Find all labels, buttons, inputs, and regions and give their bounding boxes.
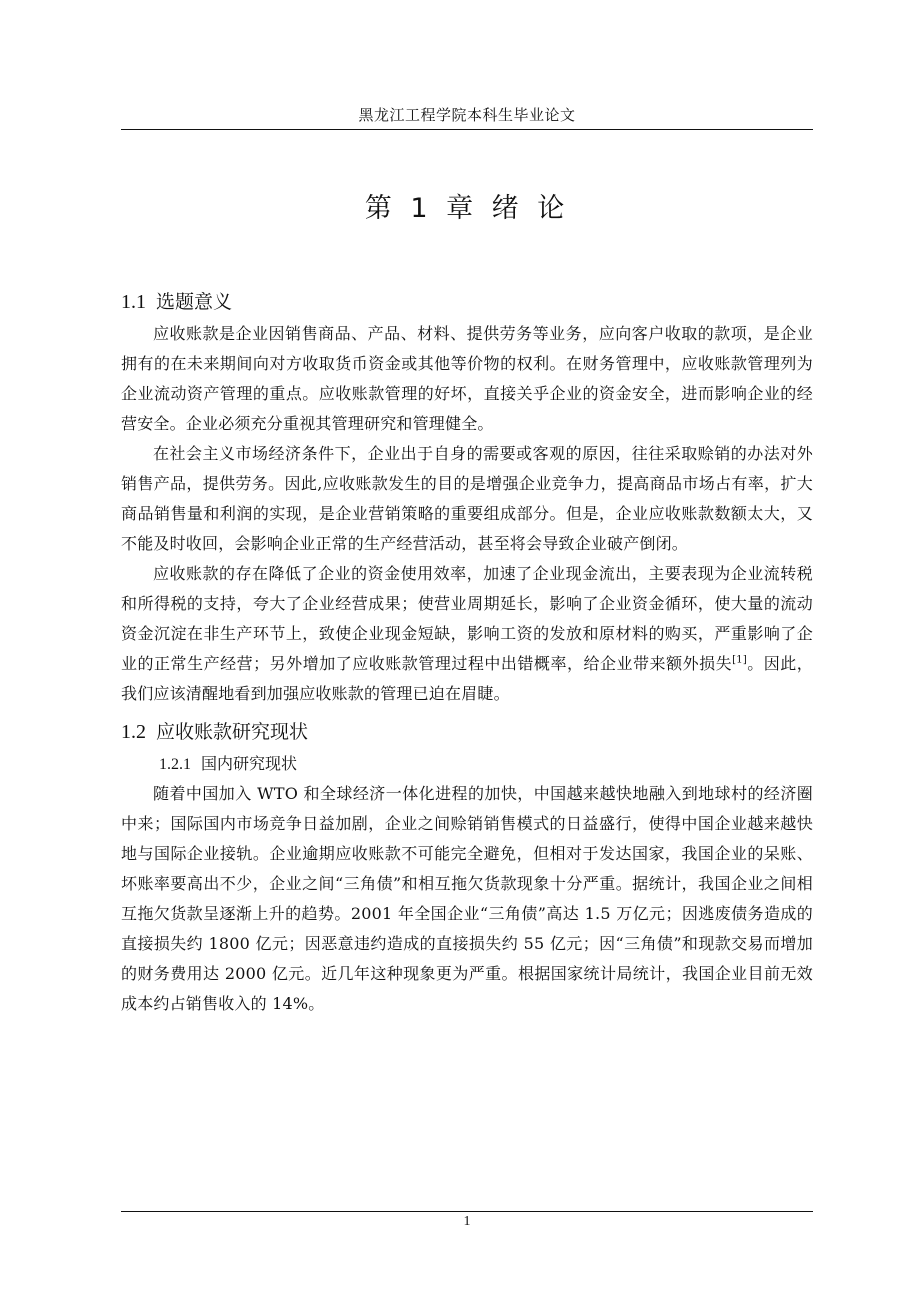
subsection-number: 1.2.1 — [159, 756, 191, 773]
chapter-title: 第 1 章 绪 论 — [364, 193, 570, 224]
footer-rule — [121, 1211, 813, 1212]
subsection-heading-1-2-1 — [121, 749, 813, 779]
paragraph-text: 应收账款的存在降低了企业的资金使用效率，加速了企业现金流出，主要表现为企业流转税和所得税的支持，夸大了企业经营成果；使营业周期延长，影响了企业资金循环，使大量的流动资金沉淀在非生产环节上，致使企业现金短缺，影响工资的发放和原材料的购买，严重影响了企业的正常生产经营；另外增加了应收账款管理过程中出错概率，给企业带来额外损失 — [121, 564, 813, 673]
paragraph: 应收账款是企业因销售商品、产品、材料、提供劳务等业务，应向客户收取的款项，是企业拥有的在未来期间向对方收取货币资金或其他等价物的权利。在财务管理中，应收账款管理列为企业流动资产管理的重点。应收账款管理的好坏，直接关乎企业的资金安全，进而影响企业的经营安全。企业必须充分重视其管理研究和管理健全。 — [121, 324, 813, 433]
subsection-title: 国内研究现状 — [201, 754, 298, 773]
paragraph — [121, 559, 813, 709]
page-content — [121, 285, 813, 1019]
section-number: 1.1 — [121, 291, 146, 313]
paragraph-text: 。因此，我们应该清醒地看到加强应收账款的管理已迫在眉睫。 — [121, 654, 813, 703]
running-header: 黑龙江工程学院本科生毕业论文 — [358, 106, 576, 124]
header-rule — [121, 129, 813, 130]
section-number: 1.2 — [121, 721, 146, 743]
citation-marker: [1] — [732, 654, 747, 666]
section-title: 选题意义 — [156, 291, 233, 313]
section-heading-1-2 — [121, 715, 813, 749]
paragraph: 在社会主义市场经济条件下，企业出于自身的需要或客观的原因，往往采取赊销的办法对外销售产品，提供劳务。因此,应收账款发生的目的是增强企业竞争力，提高商品市场占有率，扩大商品销售量和利润的实现，是企业营销策略的重要组成部分。但是，企业应收账款数额太大，又不能及时收回，会影响企业正常的生产经营活动，甚至将会导致企业破产倒闭。 — [121, 444, 813, 553]
page-number: 1 — [463, 1214, 471, 1229]
paragraph: 随着中国加入 WTO 和全球经济一体化进程的加快，中国越来越快地融入到地球村的经济圈中来；国际国内市场竞争日益加剧，企业之间赊销销售模式的日益盛行，使得中国企业越来越快地与国际企业接轨。企业逾期应收账款不可能完全避免，但相对于发达国家，我国企业的呆账、坏账率要高出不少，企业之间“三角债”和相互拖欠货款现象十分严重。据统计，我国企业之间相互拖欠货款呈逐渐上升的趋势。2001 年全国企业“三角债”高达 1.5 万亿元；因逃废债务造成的直接损失约 1800 亿元；因恶意违约造成的直接损失约 55 亿元；因“三角债”和现款交易而增加的财务费用达 2000 亿元。近几年这种现象更为严重。根据国家统计局统计，我国企业目前无效成本约占销售收入的 14%。 — [121, 784, 813, 1013]
section-heading-1-1 — [121, 285, 813, 319]
section-title: 应收账款研究现状 — [156, 721, 309, 743]
